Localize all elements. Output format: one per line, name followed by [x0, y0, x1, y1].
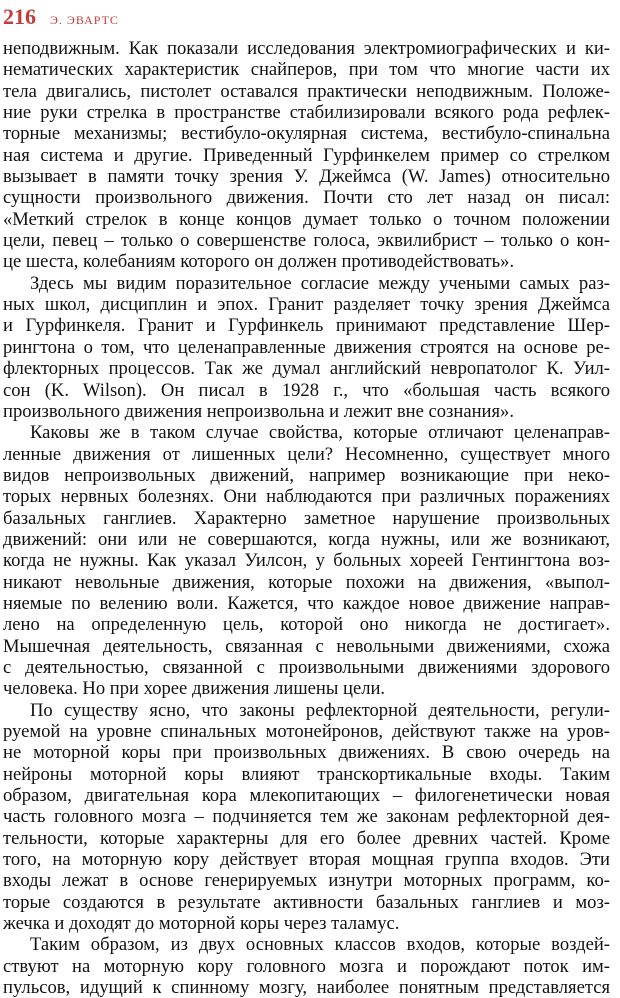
- text-line: того, на моторную кору действует вторая мощная группа входов. Эти: [3, 849, 610, 871]
- text-line: рингтона о том, что целенаправленные движения строятся на основе ре-: [3, 336, 610, 358]
- text-line: Мышечная деятельность, связанная с невольными движениями, схожа: [3, 635, 610, 657]
- text-line: сущности произвольного движения. Почти сто лет назад он писал:: [3, 187, 610, 209]
- text-line: ных школ, дисциплин и эпох. Гранит разделяет точку зрения Джеймса: [3, 294, 610, 316]
- text-line: тела двигались, пистолет оставался практически неподвижным. Положе-: [3, 80, 610, 102]
- text-line: сон (K. Wilson). Он писал в 1928 г., что «большая часть всякого: [3, 379, 610, 401]
- text-line: с деятельностью, связанной с произвольными движениями здорового: [3, 656, 610, 678]
- text-line: произвольного движения непроизвольна и лежит вне сознания».: [3, 400, 514, 422]
- text-line: торые создаются в результате активности базальных ганглиев и моз-: [3, 891, 610, 913]
- text-line: тельности, которые характерны для его более древних частей. Кроме: [3, 827, 610, 849]
- text-line: никают невольные движения, которые похожи на движения, «выпол-: [3, 571, 610, 593]
- text-line: базальных ганглиев. Характерно заметное нарушение произвольных: [3, 507, 610, 529]
- text-line: образом, двигательная кора млекопитающих – филогенетически новая: [3, 785, 610, 807]
- text-line: не моторной коры при произвольных движениях. В свою очередь на: [3, 742, 610, 764]
- text-line: ная система и другие. Приведенный Гурфинкелем пример со стрелком: [3, 144, 610, 166]
- text-line: пульсов, идущий к спинному мозгу, наиболее понятным представляется: [3, 977, 610, 998]
- text-line: нематических характеристик снайперов, при том что многие части их: [3, 59, 610, 81]
- text-line: торых нервных болезнях. Они наблюдаются при различных поражениях: [3, 486, 610, 508]
- text-line: флекторных процессов. Так же думал английский невропатолог К. Уил-: [3, 358, 610, 380]
- paragraph: [3, 273, 610, 422]
- text-line: цели, певец – только о совершенстве голоса, эквилибрист – только о кон-: [3, 230, 610, 252]
- text-line: руемой на уровне спинальных мотонейронов, действуют также на уров-: [3, 721, 610, 742]
- text-line: ние руки стрелка в пространстве стабилизировали всякого рода рефлек-: [3, 102, 610, 124]
- text-line: лено на определенную цель, которой оно никогда не достигает».: [3, 614, 610, 636]
- paragraph: [3, 700, 610, 935]
- page-number: 216: [3, 4, 36, 29]
- text-line: Здесь мы видим поразительное согласие между учеными самых раз-: [30, 272, 610, 294]
- text-line: ленные движения от лишенных цели? Несомненно, существует много: [3, 443, 610, 465]
- text-line: По существу ясно, что законы рефлекторной деятельности, регули-: [30, 699, 610, 721]
- text-line: неподвижным. Как показали исследования электромиографических и ки-: [3, 38, 610, 59]
- text-line: няемые по велению воли. Кажется, что каждое новое движение направ-: [3, 592, 610, 614]
- text-line: Таким образом, из двух основных классов входов, которые воздей-: [30, 934, 610, 956]
- paragraph: [3, 422, 610, 699]
- text-line: и Гурфинкеля. Гранит и Гурфинкель принимают представление Шер-: [3, 315, 610, 337]
- text-line: ствуют на моторную кору головного мозга и порождают поток им-: [3, 955, 610, 977]
- text-line: входы лежат в основе генерируемых изнутри моторных программ, ко-: [3, 870, 610, 892]
- text-line: Каковы же в таком случае свойства, которые отличают целенаправ-: [30, 422, 610, 444]
- running-head-author: Э. ЭВАРТС: [50, 13, 119, 27]
- body-text: [3, 38, 610, 998]
- text-line: торные механизмы; вестибуло-окулярная система, вестибуло-спинальна: [3, 123, 610, 145]
- paragraph: [3, 934, 610, 998]
- text-line: человека. Но при хорее движения лишены цели.: [3, 678, 386, 700]
- text-line: нейроны моторной коры влияют транскортикальные входы. Таким: [3, 763, 610, 785]
- text-line: жечка и доходят до моторной коры через таламус.: [3, 913, 400, 935]
- text-line: «Меткий стрелок в конце концов думает только о точном положении: [3, 208, 610, 230]
- text-line: вызывает в памяти точку зрения У. Джеймса (W. James) относительно: [3, 166, 610, 188]
- paragraph: [3, 38, 610, 273]
- text-line: когда не нужны. Как указал Уилсон, у больных хореей Гентингтона воз-: [3, 550, 610, 572]
- text-line: видов непроизвольных движений, например возникающие при неко-: [3, 464, 610, 486]
- text-line: це шеста, колебаниям которого он должен противодействовать».: [3, 251, 515, 273]
- running-head: [3, 4, 610, 38]
- text-line: движений: они или не совершаются, когда нужны, или же возникают,: [3, 528, 610, 550]
- text-line: часть головного мозга – подчиняется тем же законам рефлекторной дея-: [3, 806, 610, 828]
